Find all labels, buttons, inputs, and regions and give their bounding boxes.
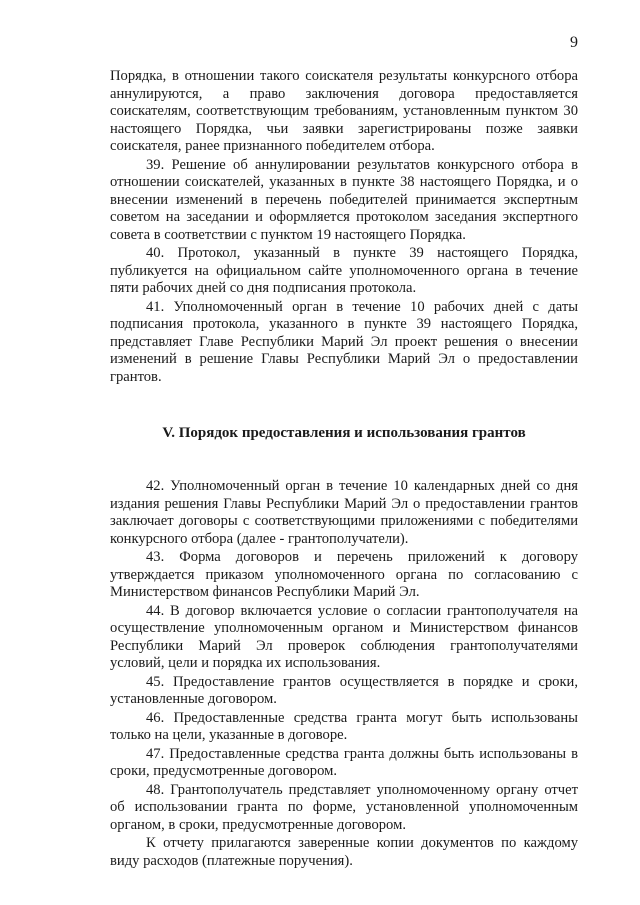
spacer	[110, 442, 578, 478]
document-body	[110, 68, 578, 870]
paragraph-42: 42. Уполномоченный орган в течение 10 календарных дней со дня издания решения Главы Республики Марий Эл о предоставлении грантов заключает договоры с соответствующими приложениями с победителями конкурсного отбора (далее - грантополучатели).	[110, 478, 578, 547]
paragraph-44: 44. В договор включается условие о согласии грантополучателя на осуществление уполномоченным органом и Министерством финансов Республики Марий Эл проверок соблюдения грантополучателями условий, цели и порядка их использования.	[110, 602, 578, 671]
paragraph-48: 48. Грантополучатель представляет уполномоченному органу отчет об использовании гранта по форме, установленной уполномоченным органом, в сроки, предусмотренные договором.	[110, 781, 578, 833]
paragraph-47: 47. Предоставленные средства гранта должны быть использованы в сроки, предусмотренные договором.	[110, 745, 578, 779]
paragraph-43: 43. Форма договоров и перечень приложений к договору утверждается приказом уполномоченного органа по согласованию с Министерством финансов Республики Марий Эл.	[110, 549, 578, 600]
paragraph-41: 41. Уполномоченный орган в течение 10 рабочих дней с даты подписания протокола, указанного в пункте 39 настоящего Порядка, представляет Главе Республики Марий Эл проект решения о внесении изменений в решение Главы Республики Марий Эл о предоставлении грантов.	[110, 298, 578, 385]
paragraph-40: 40. Протокол, указанный в пункте 39 настоящего Порядка, публикуется на официальном сайте уполномоченного органа в течение пяти рабочих дней со дня подписания протокола.	[110, 245, 578, 296]
paragraph-45: 45. Предоставление грантов осуществляется в порядке и сроки, установленные договором.	[110, 673, 578, 707]
section-heading: V. Порядок предоставления и использования грантов	[162, 425, 526, 441]
spacer	[110, 386, 578, 424]
paragraph-46: 46. Предоставленные средства гранта могут быть использованы только на цели, указанные в договоре.	[110, 709, 578, 743]
paragraph-38-continuation: Порядка, в отношении такого соискателя результаты конкурсного отбора аннулируются, а право заключения договора предоставляется соискателям, соответствующим требованиям, установленным пунктом 30 настоящего Порядка, чьи заявки зарегистрированы позже заявки соискателя, ранее признанного победителем отбора.	[110, 68, 578, 154]
page-number: 9	[570, 34, 578, 51]
paragraph-39: 39. Решение об аннулировании результатов конкурсного отбора в отношении соискателей, указанных в пункте 38 настоящего Порядка, и о внесении изменений в перечень победителей принимается экспертным советом на заседании и оформляется протоколом заседания экспертного совета в соответствии с пунктом 19 настоящего Порядка.	[110, 156, 578, 243]
paragraph-report-attachments: К отчету прилагаются заверенные копии документов по каждому виду расходов (платежные поручения).	[110, 835, 578, 869]
